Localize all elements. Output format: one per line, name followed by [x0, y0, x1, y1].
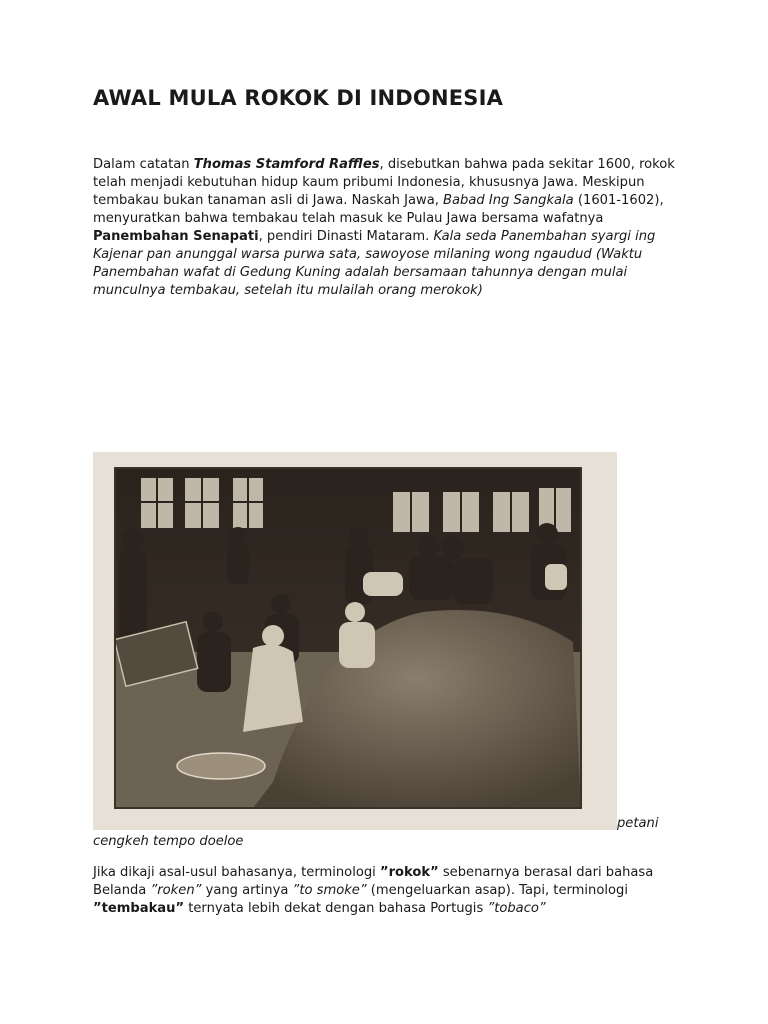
text-run: (mengeluarkan asap). Tapi, terminologi	[366, 883, 628, 898]
term-rokok: ”rokok”	[379, 865, 439, 880]
image-caption-part1: petani	[617, 816, 659, 831]
image-caption-part2: cengkeh tempo doeloe	[93, 834, 244, 849]
term-tobaco: ”tobaco”	[487, 901, 546, 916]
text-run: sebenarnya berasal dari bahasa Belanda	[93, 865, 654, 898]
text-run: ternyata lebih dekat dengan bahasa Portugis	[184, 901, 488, 916]
term-roken: ”roken”	[150, 883, 202, 898]
senapati-name: Panembahan Senapati	[93, 229, 259, 244]
text-run: , pendiri Dinasti Mataram.	[258, 229, 434, 244]
text-run: yang artinya	[201, 883, 293, 898]
paragraph-etymology	[93, 864, 683, 918]
babad-title: Babad Ing Sangkala	[443, 193, 574, 208]
text-run: , disebutkan bahwa pada sekitar 1600, rokok telah menjadi kebutuhan hidup kaum pribumi Indonesia, khususnya Jawa. Meskipun tembakau bukan tanaman asli di Jawa. Naskah Jawa,	[93, 157, 675, 208]
text-run: Jika dikaji asal-usul bahasanya, terminologi	[93, 865, 380, 880]
raffles-name: Thomas Stamford Raffles	[193, 157, 380, 172]
term-tembakau: ”tembakau”	[93, 901, 185, 916]
document-title: AWAL MULA ROKOK DI INDONESIA	[93, 86, 504, 110]
paragraph-raffles	[93, 156, 683, 300]
text-run: Dalam catatan	[93, 157, 194, 172]
historical-photo	[93, 452, 617, 830]
javanese-quote: Kala seda Panembahan syargi ing Kajenar pan anunggal warsa purwa sata, sawoyose milaning wong ngaudud (Waktu Panembahan wafat di Gedung Kuning adalah bersamaan tahunnya dengan mulai munculnya tembakau, setelah itu mulailah orang merokok)	[93, 229, 656, 298]
text-run: (1601-1602), menyuratkan bahwa tembakau telah masuk ke Pulau Jawa bersama wafatnya	[93, 193, 664, 226]
term-to-smoke: ”to smoke”	[292, 883, 367, 898]
